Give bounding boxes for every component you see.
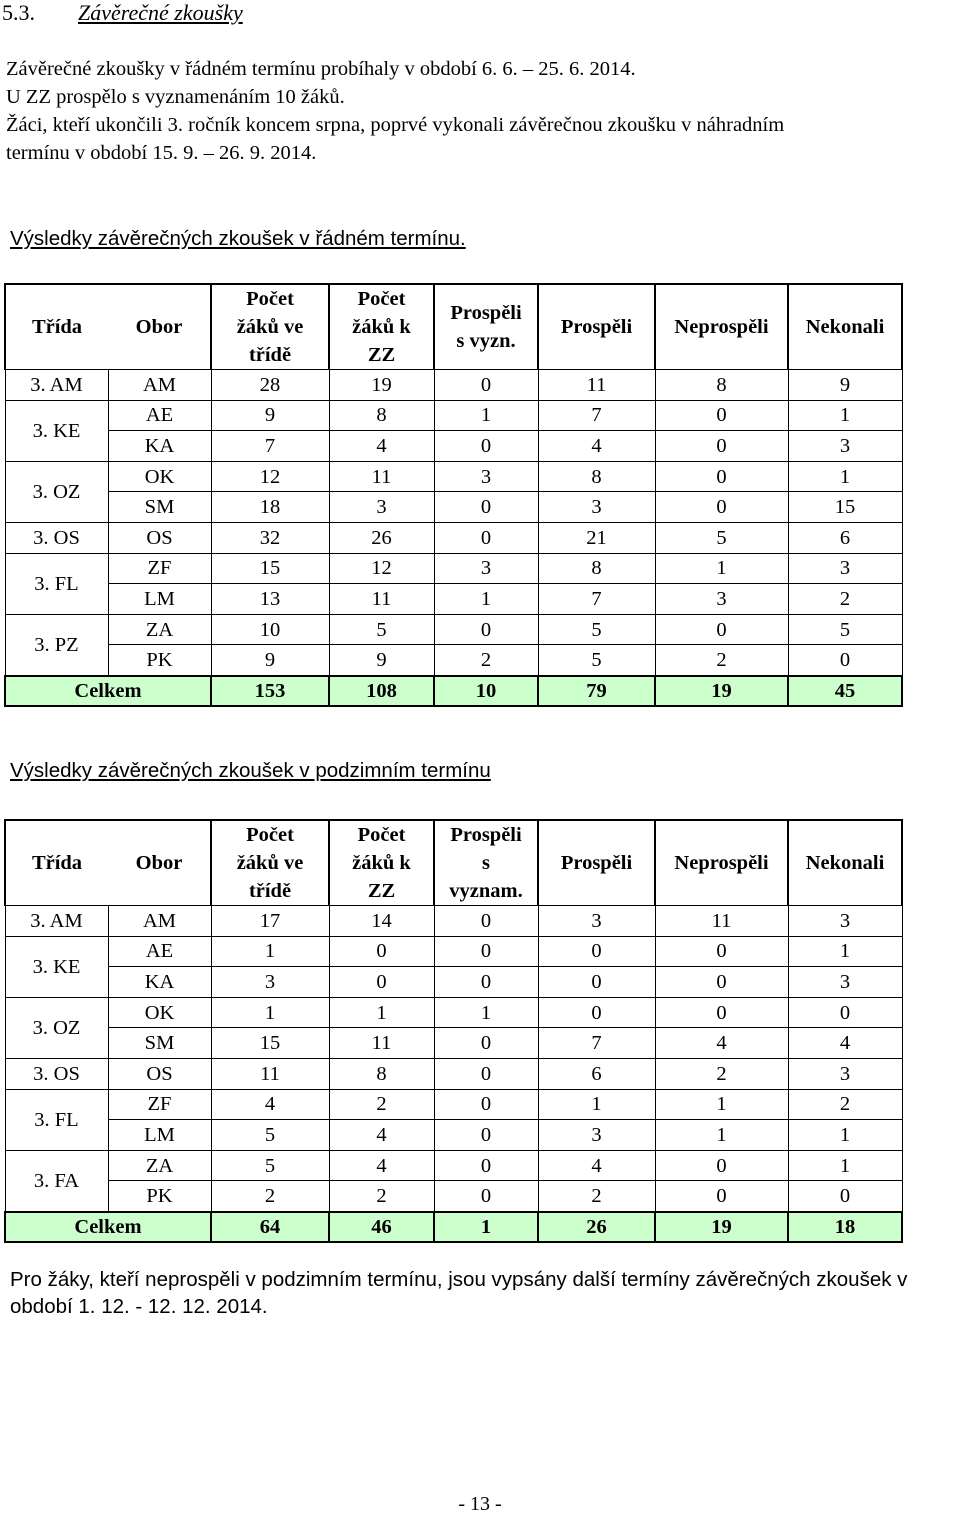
value-cell: 5 — [655, 522, 788, 553]
class-cell: 3. AM — [5, 906, 108, 937]
results-table-regular — [4, 283, 903, 707]
value-cell: 1 — [788, 936, 902, 967]
value-cell: 0 — [538, 997, 655, 1028]
value-cell: 0 — [434, 967, 538, 998]
value-cell: 1 — [434, 584, 538, 615]
total-value: 26 — [538, 1212, 655, 1242]
value-cell: 11 — [538, 370, 655, 401]
value-cell: 0 — [788, 997, 902, 1028]
field-cell: AE — [108, 400, 211, 431]
value-cell: 3 — [788, 553, 902, 584]
value-cell: 2 — [788, 584, 902, 615]
value-cell: 4 — [329, 1120, 434, 1151]
value-cell: 3 — [788, 967, 902, 998]
table2-caption: Výsledky závěrečných zkoušek v podzimním termínu — [10, 759, 491, 782]
header-line: žáků k — [352, 316, 411, 338]
total-value: 153 — [211, 676, 329, 706]
table-row — [5, 906, 902, 937]
table-row — [5, 461, 902, 492]
class-cell: 3. KE — [5, 936, 108, 997]
total-row — [5, 676, 902, 706]
intro-line-3: Žáci, kteří ukončili 3. ročník koncem srpna, poprvé vykonali závěrečnou zkoušku v náhradním — [6, 114, 785, 136]
value-cell: 1 — [655, 1120, 788, 1151]
table-row — [5, 1058, 902, 1089]
header-line: žáků k — [352, 852, 411, 874]
value-cell: 4 — [329, 431, 434, 462]
field-cell: AM — [108, 370, 211, 401]
value-cell: 5 — [211, 1120, 329, 1151]
header-line: Počet — [246, 288, 294, 310]
total-value: 108 — [329, 676, 434, 706]
value-cell: 2 — [655, 1058, 788, 1089]
value-cell: 6 — [788, 522, 902, 553]
value-cell: 7 — [538, 400, 655, 431]
header-line: ZZ — [367, 344, 396, 366]
value-cell: 14 — [329, 906, 434, 937]
value-cell: 5 — [538, 614, 655, 645]
header-nekonali: Nekonali — [788, 820, 902, 906]
value-cell: 0 — [434, 1058, 538, 1089]
value-cell: 10 — [211, 614, 329, 645]
intro-line-2: U ZZ prospělo s vyznamenáním 10 žáků. — [6, 86, 345, 108]
value-cell: 5 — [329, 614, 434, 645]
table-row — [5, 553, 902, 584]
value-cell: 3 — [788, 1058, 902, 1089]
field-cell: PK — [108, 645, 211, 676]
value-cell: 18 — [211, 492, 329, 523]
header-nekonali: Nekonali — [788, 284, 902, 370]
value-cell: 0 — [655, 936, 788, 967]
value-cell: 13 — [211, 584, 329, 615]
value-cell: 32 — [211, 522, 329, 553]
value-cell: 0 — [655, 997, 788, 1028]
value-cell: 0 — [538, 936, 655, 967]
value-cell: 19 — [329, 370, 434, 401]
value-cell: 1 — [329, 997, 434, 1028]
field-cell: ZA — [108, 614, 211, 645]
value-cell: 2 — [329, 1181, 434, 1212]
value-cell: 6 — [538, 1058, 655, 1089]
value-cell: 4 — [538, 1150, 655, 1181]
value-cell: 0 — [329, 967, 434, 998]
value-cell: 5 — [211, 1150, 329, 1181]
value-cell: 0 — [655, 461, 788, 492]
value-cell: 3 — [655, 584, 788, 615]
field-cell: AM — [108, 906, 211, 937]
value-cell: 0 — [655, 431, 788, 462]
header-pocet-ve-tride — [211, 820, 329, 906]
header-line: vyznam. — [449, 880, 523, 902]
header-line: Počet — [246, 824, 294, 846]
header-trida: Třída — [5, 284, 108, 370]
header-obor: Obor — [108, 820, 211, 906]
total-value: 79 — [538, 676, 655, 706]
table-row — [5, 1150, 902, 1181]
header-prospeli: Prospěli — [538, 284, 655, 370]
value-cell: 8 — [329, 400, 434, 431]
value-cell: 12 — [329, 553, 434, 584]
class-cell: 3. OZ — [5, 461, 108, 522]
value-cell: 3 — [211, 967, 329, 998]
value-cell: 1 — [655, 553, 788, 584]
class-cell: 3. AM — [5, 370, 108, 401]
class-cell: 3. FA — [5, 1150, 108, 1212]
value-cell: 1 — [211, 997, 329, 1028]
value-cell: 5 — [538, 645, 655, 676]
header-line: třídě — [248, 344, 292, 366]
value-cell: 8 — [329, 1058, 434, 1089]
value-cell: 0 — [434, 1120, 538, 1151]
header-line: Prospěli — [450, 824, 522, 846]
value-cell: 2 — [655, 645, 788, 676]
value-cell: 0 — [434, 906, 538, 937]
value-cell: 1 — [655, 1089, 788, 1120]
value-cell: 3 — [434, 553, 538, 584]
value-cell: 0 — [788, 645, 902, 676]
total-value: 19 — [655, 676, 788, 706]
value-cell: 1 — [788, 1120, 902, 1151]
value-cell: 2 — [211, 1181, 329, 1212]
value-cell: 11 — [329, 1028, 434, 1059]
table-row — [5, 370, 902, 401]
class-cell: 3. OS — [5, 522, 108, 553]
value-cell: 0 — [329, 936, 434, 967]
value-cell: 0 — [434, 431, 538, 462]
table-row — [5, 1120, 902, 1151]
class-cell: 3. FL — [5, 553, 108, 614]
field-cell: OS — [108, 1058, 211, 1089]
value-cell: 9 — [329, 645, 434, 676]
field-cell: SM — [108, 492, 211, 523]
header-neprospeli: Neprospěli — [655, 284, 788, 370]
total-value: 10 — [434, 676, 538, 706]
total-value: 1 — [434, 1212, 538, 1242]
value-cell: 0 — [538, 967, 655, 998]
total-value: 19 — [655, 1212, 788, 1242]
header-prospeli: Prospěli — [538, 820, 655, 906]
value-cell: 9 — [211, 400, 329, 431]
table-row — [5, 645, 902, 676]
value-cell: 2 — [434, 645, 538, 676]
table-row — [5, 614, 902, 645]
header-line: žáků ve — [236, 316, 304, 338]
value-cell: 0 — [434, 936, 538, 967]
field-cell: PK — [108, 1181, 211, 1212]
header-neprospeli: Neprospěli — [655, 820, 788, 906]
value-cell: 4 — [329, 1150, 434, 1181]
value-cell: 0 — [655, 967, 788, 998]
total-label: Celkem — [5, 676, 211, 706]
header-line: ZZ — [367, 880, 396, 902]
header-trida: Třída — [5, 820, 108, 906]
value-cell: 0 — [655, 1181, 788, 1212]
header-line: Prospěli — [450, 302, 522, 324]
value-cell: 9 — [788, 370, 902, 401]
field-cell: OK — [108, 461, 211, 492]
table-row — [5, 431, 902, 462]
total-row — [5, 1212, 902, 1242]
class-cell: 3. OS — [5, 1058, 108, 1089]
value-cell: 11 — [329, 461, 434, 492]
value-cell: 17 — [211, 906, 329, 937]
value-cell: 0 — [434, 1028, 538, 1059]
value-cell: 11 — [211, 1058, 329, 1089]
value-cell: 4 — [538, 431, 655, 462]
total-value: 18 — [788, 1212, 902, 1242]
table-row — [5, 584, 902, 615]
value-cell: 4 — [788, 1028, 902, 1059]
total-value: 45 — [788, 676, 902, 706]
footnote: Pro žáky, kteří neprospěli v podzimním termínu, jsou vypsány další termíny závěrečných zkoušek v období 1. 12. - 12. 12. 2014. — [10, 1268, 908, 1318]
value-cell: 0 — [434, 1150, 538, 1181]
header-line: s — [482, 852, 490, 874]
value-cell: 8 — [538, 553, 655, 584]
value-cell: 0 — [434, 1181, 538, 1212]
field-cell: OK — [108, 997, 211, 1028]
value-cell: 4 — [655, 1028, 788, 1059]
class-cell: 3. FL — [5, 1089, 108, 1150]
value-cell: 0 — [434, 614, 538, 645]
header-line: žáků ve — [236, 852, 304, 874]
field-cell: ZF — [108, 1089, 211, 1120]
table-row — [5, 936, 902, 967]
results-table-autumn — [4, 819, 903, 1243]
value-cell: 26 — [329, 522, 434, 553]
value-cell: 1 — [434, 400, 538, 431]
header-pocet-ve-tride — [211, 284, 329, 370]
table-row — [5, 1089, 902, 1120]
header-prospeli-vyzn — [434, 284, 538, 370]
table1-caption: Výsledky závěrečných zkoušek v řádném termínu. — [10, 227, 466, 250]
value-cell: 7 — [538, 1028, 655, 1059]
table-row — [5, 997, 902, 1028]
header-line: Počet — [357, 288, 406, 310]
value-cell: 3 — [434, 461, 538, 492]
section-number: 5.3. — [2, 0, 35, 25]
value-cell: 3 — [538, 1120, 655, 1151]
value-cell: 9 — [211, 645, 329, 676]
value-cell: 3 — [538, 906, 655, 937]
value-cell: 0 — [434, 1089, 538, 1120]
total-label: Celkem — [5, 1212, 211, 1242]
value-cell: 1 — [788, 400, 902, 431]
field-cell: KA — [108, 967, 211, 998]
value-cell: 15 — [788, 492, 902, 523]
value-cell: 0 — [655, 400, 788, 431]
field-cell: SM — [108, 1028, 211, 1059]
value-cell: 1 — [788, 461, 902, 492]
value-cell: 15 — [211, 553, 329, 584]
field-cell: ZA — [108, 1150, 211, 1181]
value-cell: 8 — [655, 370, 788, 401]
value-cell: 2 — [788, 1089, 902, 1120]
value-cell: 7 — [538, 584, 655, 615]
value-cell: 0 — [655, 614, 788, 645]
header-pocet-k-zz — [329, 284, 434, 370]
intro-line-4: termínu v období 15. 9. – 26. 9. 2014. — [6, 142, 317, 164]
value-cell: 3 — [788, 906, 902, 937]
value-cell: 7 — [211, 431, 329, 462]
value-cell: 3 — [538, 492, 655, 523]
value-cell: 12 — [211, 461, 329, 492]
value-cell: 3 — [329, 492, 434, 523]
value-cell: 0 — [655, 1150, 788, 1181]
field-cell: KA — [108, 431, 211, 462]
value-cell: 0 — [434, 492, 538, 523]
value-cell: 1 — [211, 936, 329, 967]
class-cell: 3. OZ — [5, 997, 108, 1058]
field-cell: LM — [108, 584, 211, 615]
value-cell: 21 — [538, 522, 655, 553]
field-cell: LM — [108, 1120, 211, 1151]
value-cell: 0 — [788, 1181, 902, 1212]
value-cell: 11 — [655, 906, 788, 937]
value-cell: 1 — [538, 1089, 655, 1120]
value-cell: 28 — [211, 370, 329, 401]
value-cell: 2 — [538, 1181, 655, 1212]
table-row — [5, 1028, 902, 1059]
table-row — [5, 400, 902, 431]
value-cell: 0 — [655, 492, 788, 523]
value-cell: 15 — [211, 1028, 329, 1059]
field-cell: ZF — [108, 553, 211, 584]
total-value: 46 — [329, 1212, 434, 1242]
value-cell: 11 — [329, 584, 434, 615]
value-cell: 1 — [434, 997, 538, 1028]
table-row — [5, 522, 902, 553]
header-pocet-k-zz — [329, 820, 434, 906]
header-prospeli-vyzn — [434, 820, 538, 906]
header-line: Počet — [357, 824, 406, 846]
field-cell: AE — [108, 936, 211, 967]
total-value: 64 — [211, 1212, 329, 1242]
class-cell: 3. PZ — [5, 614, 108, 676]
page-number: - 13 - — [458, 1493, 502, 1515]
intro-line-1: Závěrečné zkoušky v řádném termínu probíhaly v období 6. 6. – 25. 6. 2014. — [6, 58, 636, 80]
value-cell: 1 — [788, 1150, 902, 1181]
value-cell: 3 — [788, 431, 902, 462]
section-heading — [2, 0, 243, 26]
value-cell: 0 — [434, 370, 538, 401]
header-obor: Obor — [108, 284, 211, 370]
section-title: Závěrečné zkoušky — [78, 0, 243, 25]
value-cell: 2 — [329, 1089, 434, 1120]
field-cell: OS — [108, 522, 211, 553]
header-line: s vyzn. — [456, 330, 516, 352]
table-row — [5, 1181, 902, 1212]
header-line: třídě — [248, 880, 292, 902]
table-row — [5, 967, 902, 998]
value-cell: 8 — [538, 461, 655, 492]
value-cell: 0 — [434, 522, 538, 553]
table-row — [5, 492, 902, 523]
value-cell: 5 — [788, 614, 902, 645]
class-cell: 3. KE — [5, 400, 108, 461]
value-cell: 4 — [211, 1089, 329, 1120]
